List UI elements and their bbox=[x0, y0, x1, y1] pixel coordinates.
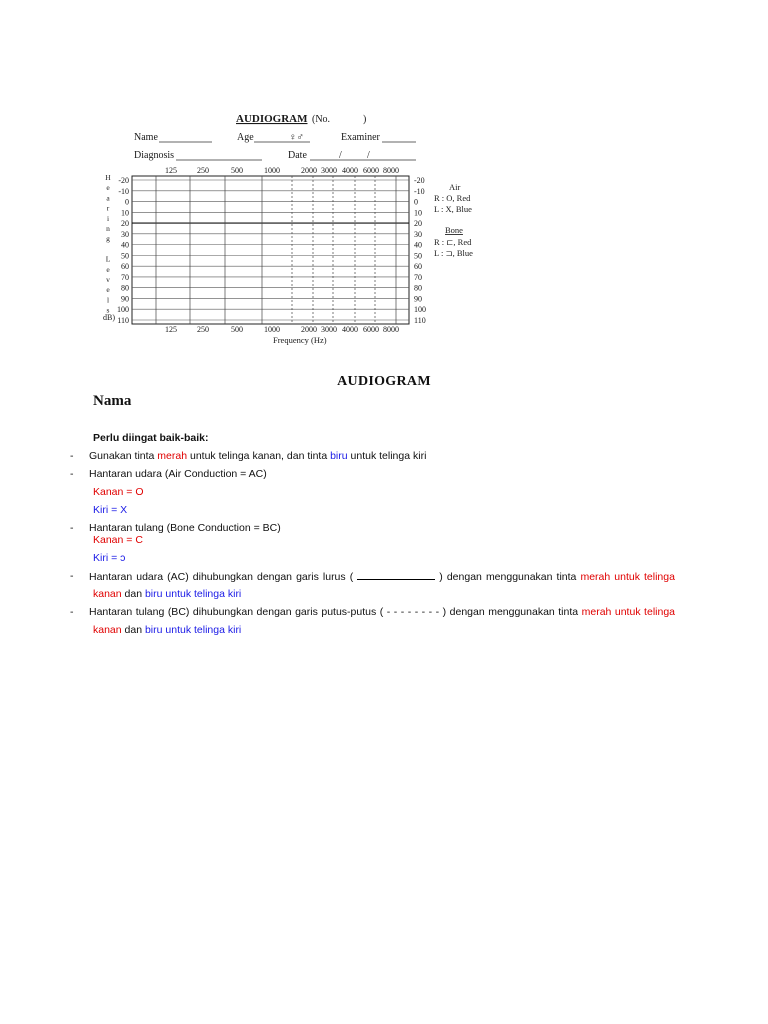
solid-line-sample bbox=[357, 570, 435, 580]
level-tick-left: 90 bbox=[121, 294, 129, 304]
freq-tick-bottom: 8000 bbox=[383, 325, 399, 334]
level-tick-left: 100 bbox=[117, 305, 129, 315]
instruction-bc-dashed-line: Hantaran tulang (BC) dihubungkan dengan garis putus-putus ( - - - - - - - - ) dengan menggunakan tinta merah untuk telinga bbox=[89, 606, 676, 618]
level-tick-left: 80 bbox=[121, 283, 129, 293]
hearing-level-letter: i bbox=[106, 213, 110, 223]
audiogram-scan bbox=[0, 0, 768, 360]
ac-right-symbol: Kanan = O bbox=[93, 486, 144, 498]
scan-db-unit: dB) bbox=[103, 313, 115, 322]
grid-frame bbox=[132, 176, 409, 324]
legend-air-left: L : X, Blue bbox=[434, 204, 472, 214]
scan-date-label: Date bbox=[288, 150, 307, 161]
level-tick-left: 110 bbox=[117, 316, 129, 325]
level-tick-right: 10 bbox=[414, 208, 422, 218]
level-tick-right: 30 bbox=[414, 229, 422, 239]
bc-left-symbol: Kiri = ɔ bbox=[93, 552, 126, 564]
freq-tick-bottom: 4000 bbox=[342, 325, 358, 334]
bullet-dash: - bbox=[70, 522, 74, 534]
level-tick-left: 10 bbox=[121, 208, 129, 218]
level-tick-left: 50 bbox=[121, 251, 129, 261]
level-tick-right: 90 bbox=[414, 294, 422, 304]
level-tick-left: 70 bbox=[121, 272, 129, 282]
freq-tick-bottom: 500 bbox=[231, 325, 243, 334]
level-tick-right: 0 bbox=[414, 197, 418, 207]
scan-date-sep: / bbox=[339, 150, 342, 161]
level-tick-right: 50 bbox=[414, 251, 422, 261]
level-tick-right: 80 bbox=[414, 283, 422, 293]
scan-sex-symbols: ♀♂ bbox=[289, 132, 304, 143]
instruction-bone-conduction: Hantaran tulang (Bone Conduction = BC) bbox=[89, 522, 281, 534]
freq-tick-bottom: 3000 bbox=[321, 325, 337, 334]
freq-tick-top: 125 bbox=[165, 166, 177, 175]
instruction-ink-colors: Gunakan tinta merah untuk telinga kanan, dan tinta biru untuk telinga kiri bbox=[89, 450, 427, 462]
level-tick-left: 20 bbox=[121, 219, 129, 229]
level-tick-left: 40 bbox=[121, 240, 129, 250]
level-tick-right: 100 bbox=[414, 305, 426, 315]
scan-no-close: ) bbox=[363, 114, 367, 125]
level-tick-right: 20 bbox=[414, 219, 422, 229]
bullet-dash: - bbox=[70, 570, 74, 582]
level-tick-left: 60 bbox=[121, 262, 129, 272]
bullet-dash: - bbox=[70, 468, 74, 480]
level-tick-right: -10 bbox=[414, 186, 425, 196]
hearing-level-letter: r bbox=[106, 203, 110, 213]
hearing-level-letter: v bbox=[106, 275, 110, 284]
freq-tick-top: 4000 bbox=[342, 166, 358, 175]
instruction-ac-continued: kanan dan biru untuk telinga kiri bbox=[93, 588, 242, 600]
legend-bone-title: Bone bbox=[445, 225, 463, 235]
document-title: AUDIOGRAM bbox=[337, 374, 431, 389]
legend-bone-left: L : ⊐, Blue bbox=[434, 248, 473, 258]
freq-tick-top: 3000 bbox=[321, 166, 337, 175]
freq-tick-bottom: 125 bbox=[165, 325, 177, 334]
freq-tick-top: 6000 bbox=[363, 166, 379, 175]
scan-xlabel: Frequency (Hz) bbox=[273, 335, 327, 345]
freq-tick-bottom: 6000 bbox=[363, 325, 379, 334]
bullet-dash: - bbox=[70, 450, 74, 462]
hearing-level-letter: s bbox=[106, 305, 110, 315]
hearing-level-letter: H bbox=[105, 173, 111, 182]
scan-age-label: Age bbox=[237, 132, 254, 143]
level-tick-right: 110 bbox=[414, 316, 426, 325]
scan-no-label: (No. bbox=[312, 114, 331, 125]
hearing-level-letter: e bbox=[106, 183, 110, 193]
hearing-level-letter: e bbox=[106, 285, 110, 295]
hearing-level-letter: l bbox=[106, 295, 110, 305]
level-tick-right: 40 bbox=[414, 240, 422, 250]
scan-date-sep: / bbox=[367, 150, 370, 161]
scan-title: AUDIOGRAM bbox=[236, 113, 308, 125]
legend-air-right: R : O, Red bbox=[434, 193, 471, 203]
hearing-level-letter: g bbox=[106, 234, 110, 244]
freq-tick-top: 8000 bbox=[383, 166, 399, 175]
freq-tick-bottom: 2000 bbox=[301, 325, 317, 334]
freq-tick-bottom: 1000 bbox=[264, 325, 280, 334]
level-tick-right: 70 bbox=[414, 272, 422, 282]
level-tick-right: 60 bbox=[414, 262, 422, 272]
scan-diagnosis-label: Diagnosis bbox=[134, 150, 174, 161]
freq-tick-top: 500 bbox=[231, 166, 243, 175]
nama-field-label: Nama bbox=[93, 393, 132, 409]
hearing-level-letter: L bbox=[105, 254, 111, 264]
level-tick-right: -20 bbox=[414, 176, 425, 185]
bc-right-symbol: Kanan = C bbox=[93, 534, 143, 546]
level-tick-left: -10 bbox=[118, 186, 129, 196]
hearing-level-letter: e bbox=[106, 264, 110, 274]
audiogram-grid bbox=[105, 166, 426, 334]
freq-tick-top: 2000 bbox=[301, 166, 317, 175]
freq-tick-bottom: 250 bbox=[197, 325, 209, 334]
legend-air-title: Air bbox=[449, 182, 461, 192]
freq-tick-top: 1000 bbox=[264, 166, 280, 175]
level-tick-left: 0 bbox=[125, 197, 129, 207]
freq-tick-top: 250 bbox=[197, 166, 209, 175]
scan-examiner-label: Examiner bbox=[341, 132, 380, 143]
level-tick-left: -20 bbox=[118, 176, 129, 185]
hearing-level-letter: a bbox=[106, 193, 110, 203]
instruction-air-conduction: Hantaran udara (Air Conduction = AC) bbox=[89, 468, 267, 480]
legend-bone-right: R : ⊏, Red bbox=[434, 237, 472, 247]
ac-left-symbol: Kiri = X bbox=[93, 504, 128, 516]
scan-name-label: Name bbox=[134, 132, 158, 143]
bullet-dash: - bbox=[70, 606, 74, 618]
level-tick-left: 30 bbox=[121, 229, 129, 239]
reminder-heading: Perlu diingat baik-baik: bbox=[93, 432, 209, 444]
instruction-bc-continued: kanan dan biru untuk telinga kiri bbox=[93, 624, 242, 636]
instruction-ac-solid-line: Hantaran udara (AC) dihubungkan dengan garis lurus ( ) dengan menggunakan tinta merah untuk telinga bbox=[89, 571, 675, 583]
hearing-level-letter: n bbox=[106, 224, 110, 233]
